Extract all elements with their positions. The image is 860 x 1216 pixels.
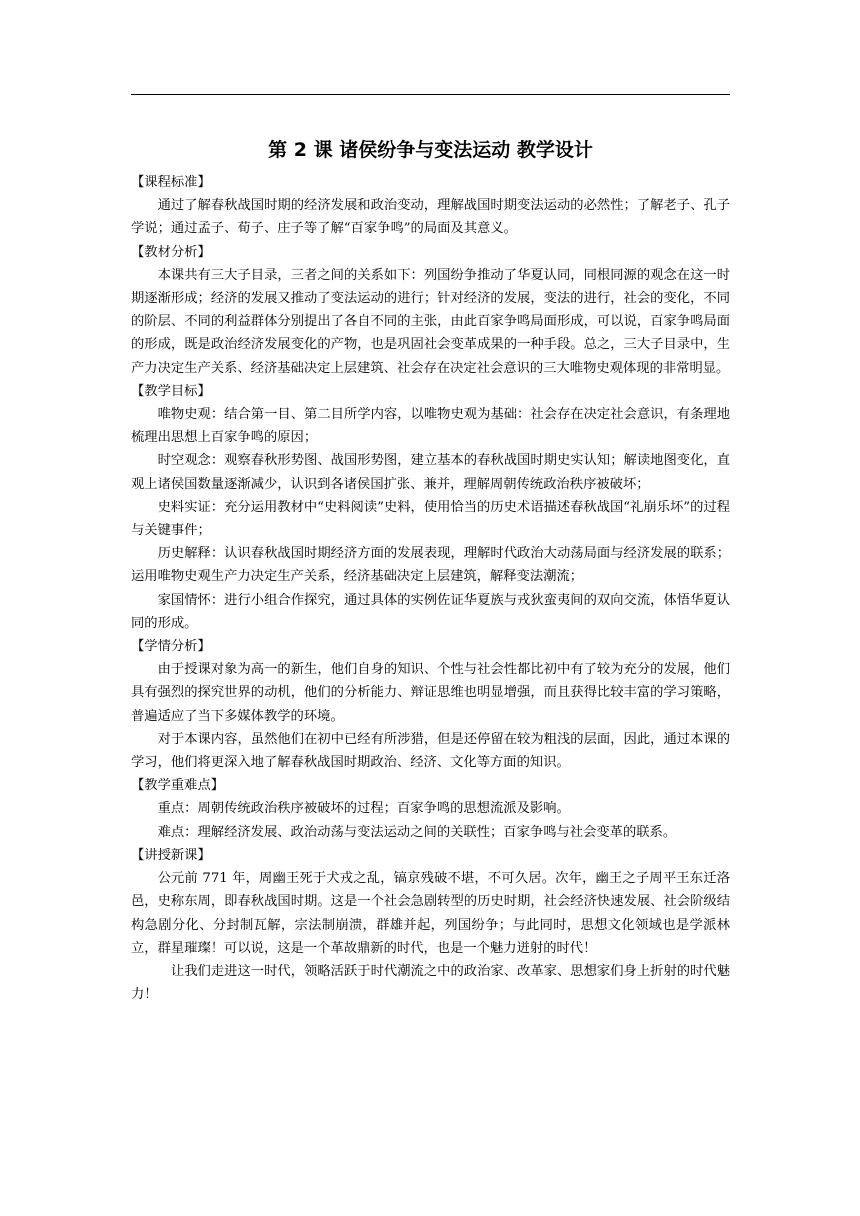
section-heading: 【学情分析】	[131, 639, 211, 655]
section-heading: 【讲授新课】	[131, 847, 211, 863]
paragraph: 本课共有三大子目录，三者之间的关系如下：列国纷争推动了华夏认同，同根同源的观念在这一时期逐渐形成；经济的发展又推动了变法运动的进行；针对经济的发展，变法的进行，社会的变化，不同的阶层、不同的利益群体分别提出了各自不同的主张，由此百家争鸣局面形成，可以说，百家争鸣局面的形成，既是政治经济发展变化的产物，也是巩固社会变革成果的一种手段。总之，三大子目录中，生产力决定生产关系、经济基础决定上层建筑、社会存在决定社会意识的三大唯物史观体现的非常明显。	[131, 267, 730, 376]
lesson-title: 第 2 课 诸侯纷争与变法运动 教学设计	[268, 139, 593, 161]
paragraph: 唯物史观：结合第一目、第二目所学内容，以唯物史观为基础：社会存在决定社会意识，有条理地梳理出思想上百家争鸣的原因；	[131, 407, 730, 446]
section-learner-analysis	[131, 635, 730, 774]
section-heading: 【教材分析】	[131, 244, 211, 260]
section-curriculum-standard	[131, 171, 730, 241]
section-key-difficult-points	[131, 774, 730, 844]
section-heading: 【课程标准】	[131, 175, 211, 190]
paragraph: 家国情怀：进行小组合作探究，通过具体的实例佐证华夏族与戎狄蛮夷间的双向交流，体悟华夏认同的形成。	[131, 592, 730, 631]
paragraph: 让我们走进这一时代，领略活跃于时代潮流之中的政治家、改革家、思想家们身上折射的时代魅力！	[131, 963, 730, 1003]
section-teaching-objectives	[131, 380, 730, 635]
paragraph: 对于本课内容，虽然他们在初中已经有所涉猎，但是还停留在较为粗浅的层面，因此，通过本课的学习，他们将更深入地了解春秋战国时期政治、经济、文化等方面的知识。	[131, 731, 730, 771]
paragraph: 时空观念：观察春秋形势图、战国形势图，建立基本的春秋战国时期史实认知；解读地图变化，直观上诸侯国数量逐渐减少，认识到各诸侯国扩张、兼并，理解周朝传统政治秩序被破坏；	[131, 453, 730, 492]
paragraph: 公元前 771 年，周幽王死于犬戎之乱，镐京残破不堪，不可久居。次年，幽王之子周平王东迁洛邑，史称东周，即春秋战国时期。这是一个社会急剧转型的历史时期，社会经济快速发展、社会阶级结构急剧分化、分封制瓦解，宗法制崩溃，群雄并起，列国纷争；与此同时，思想文化领域也是学派林立，群星璀璨！可以说，这是一个革故鼎新的时代，也是一个魅力迸射的时代！	[131, 871, 730, 956]
section-heading: 【教学重难点】	[131, 778, 225, 794]
section-heading: 【教学目标】	[131, 383, 211, 399]
section-textbook-analysis	[131, 241, 730, 380]
paragraph: 难点：理解经济发展、政治动荡与变法运动之间的关联性；百家争鸣与社会变革的联系。	[157, 824, 677, 840]
paragraph: 历史解释：认识春秋战国时期经济方面的发展表现，理解时代政治大动荡局面与经济发展的联系；运用唯物史观生产力决定生产关系，经济基础决定上层建筑，解释变法潮流；	[131, 546, 730, 585]
paragraph: 重点：周朝传统政治秩序被破坏的过程；百家争鸣的思想流派及影响。	[157, 801, 570, 817]
paragraph: 通过了解春秋战国时期的经济发展和政治变动，理解战国时期变法运动的必然性；了解老子、孔子学说；通过孟子、荀子、庄子等了解“百家争鸣”的局面及其意义。	[131, 198, 730, 237]
paragraph: 史料实证：充分运用教材中“史料阅读”史料，使用恰当的历史术语描述春秋战国“礼崩乐坏”的过程与关键事件；	[131, 499, 730, 539]
section-new-lesson	[131, 844, 730, 1006]
paragraph: 由于授课对象为高一的新生，他们自身的知识、个性与社会性都比初中有了较为充分的发展，他们具有强烈的探究世界的动机，他们的分析能力、辩证思维也明显增强，而且获得比较丰富的学习策略，普遍适应了当下多媒体教学的环境。	[131, 662, 730, 724]
header-rule	[131, 94, 730, 95]
document-body	[131, 135, 730, 1006]
